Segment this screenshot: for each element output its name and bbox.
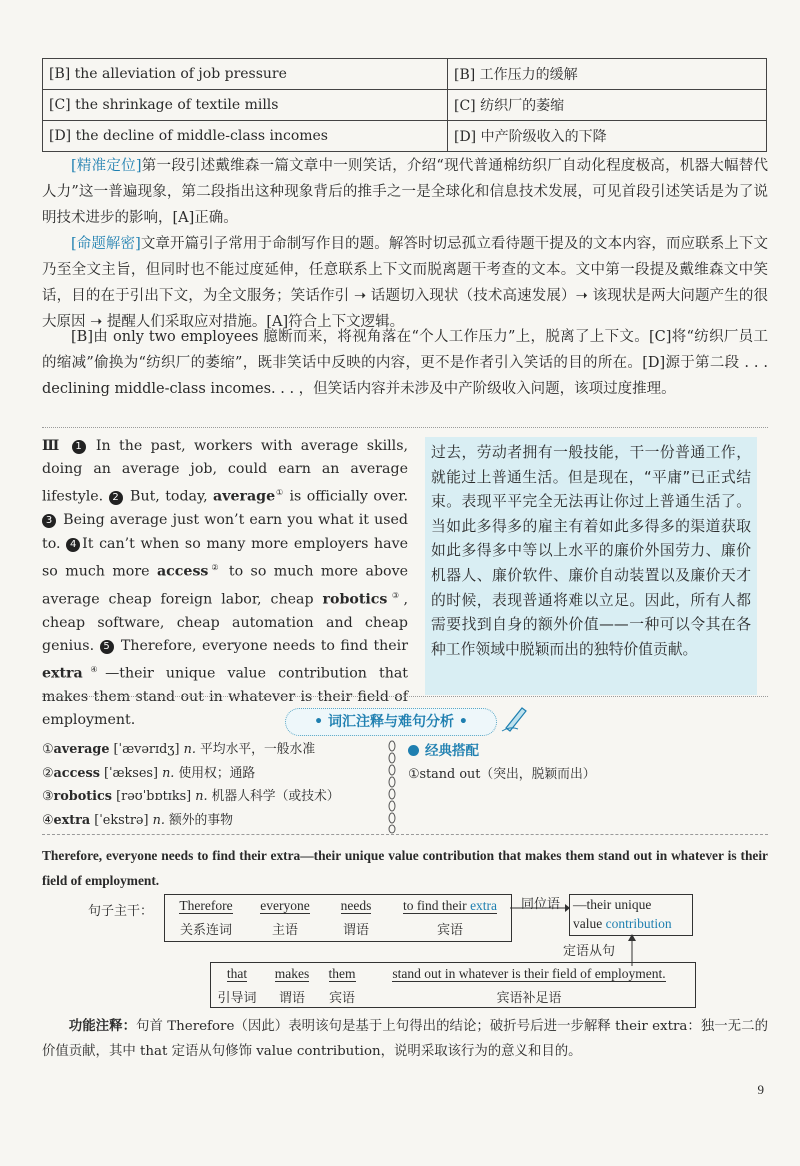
sentence-number: 3 (42, 514, 56, 528)
appositive-label: 同位语 (521, 897, 561, 912)
divider (42, 427, 768, 428)
role-label: 谓语 (278, 991, 305, 1006)
role-label: 谓语 (342, 923, 369, 938)
appositive-text (573, 895, 672, 933)
list-item (42, 762, 382, 786)
vocab-pos: n. (183, 742, 196, 757)
word-therefore: Therefore (179, 898, 233, 913)
main-clause-label: 句子主干： (88, 904, 154, 919)
sentence-5-pre: Therefore, everyone needs to find their (120, 637, 409, 654)
word-stand-out: stand out in whatever is their field of employment. (392, 966, 666, 981)
footnote-mark: ② (208, 562, 222, 572)
attributive-clause-label: 定语从句 (563, 944, 616, 959)
vocab-word: average (53, 742, 110, 757)
precise-location-paragraph (42, 153, 768, 231)
wrong-options-paragraph: [B]由 only two employees 臆断而来，将视角落在“个人工作压力”上，脱离了上下文。[C]将“纺织厂员工的缩减”偷换为“纺织厂的萎缩”，既非笑话中反映的内容，更不是作者引入笑话的目的所在。[D]源于第二段 . . . declining middle-class incomes. . . ，但笑话内容并未涉及中产阶级收入问题，该项过度推理。 (42, 329, 768, 397)
word-everyone: everyone (260, 898, 310, 913)
table-row (43, 90, 767, 121)
sentence-number: 1 (72, 440, 86, 454)
option-c-zh: [C] 纺织厂的萎缩 (448, 90, 767, 121)
table-row (43, 121, 767, 152)
appositive-line-1: —their unique (573, 897, 652, 912)
sentence-4-pre: It can’t when so many more employers have so much more (42, 535, 408, 580)
collocation-title: 经典搭配 (425, 743, 479, 759)
collocation-block (408, 740, 708, 786)
vocab-definition: 机器人科学（或技术） (207, 789, 340, 804)
sentence-5-post: —their unique value contribution that makes them stand out in whatever is their field of employment. (42, 665, 408, 729)
paragraph-mark: Ⅲ (42, 438, 64, 454)
vocab-definition: 额外的事物 (164, 812, 233, 828)
list-item (42, 738, 382, 762)
sentence-2-post: is officially over. (284, 489, 409, 506)
word-makes: makes (274, 966, 310, 981)
sentence-number: 5 (100, 640, 114, 654)
vocab-index: ④ (42, 812, 54, 828)
sentence-4-mid: to so much more above average cheap foreign labor, cheap (42, 563, 408, 608)
vocab-word-average: average (213, 489, 276, 506)
vocab-index: ② (42, 765, 54, 781)
vocab-word: access (53, 765, 100, 781)
divider (42, 834, 768, 835)
sentence-1: In the past, workers with average skills, doing an average job, could earn an average lifestyle. (42, 438, 409, 506)
divider (42, 696, 768, 697)
options-table (42, 58, 767, 152)
vocab-definition: 平均水平，一般水准 (195, 742, 316, 757)
role-label: 引导词 (217, 991, 257, 1006)
sentence-number: 4 (66, 538, 80, 552)
role-label: 关系连词 (179, 923, 232, 938)
vocab-index: ③ (42, 789, 54, 804)
vocab-word-access: access (156, 563, 209, 580)
precise-location-label: [精准定位] (71, 158, 142, 174)
list-item (42, 785, 382, 809)
vocab-pos: n. (195, 789, 208, 804)
vocab-list (42, 738, 382, 832)
sentence-2-pre: But, today, (130, 489, 214, 506)
passage-english (42, 435, 408, 732)
vocab-pos: n. (162, 765, 175, 781)
word-to-find: to find their (402, 898, 471, 913)
vocab-pronunciation: [ˈekstrə] (90, 812, 153, 828)
vocab-word: extra (53, 812, 91, 828)
passage-translation: 过去，劳动者拥有一般技能，干一份普通工作，就能过上普通生活。但是现在，“平庸”已正式结束。表现平平完全无法再让你过上普通生活了。当如此多得多的雇主有着如此多得多的渠道获取如此多得多中等以上水平的廉价外国劳力、廉价机器人、廉价软件、廉价自动装置以及廉价天才的时候，表现普通将难以立足。因此，所有人都需要找到自身的额外价值——一种可以令其在各种工作领域中脱颖而出的独特价值贡献。 (425, 437, 757, 695)
vocab-pronunciation: [ˈævərɪdʒ] (109, 742, 184, 757)
sentence-number: 2 (109, 491, 123, 505)
list-item (42, 809, 382, 833)
difficult-sentence: Therefore, everyone needs to find their extra—their unique value contribution that makes them stand out in whatever is their field of employment. (42, 848, 768, 888)
vocab-pronunciation: [ˈækses] (99, 765, 163, 781)
word-that: that (226, 966, 248, 981)
chain-divider-icon (384, 740, 400, 834)
option-b-zh: [B] 工作压力的缓解 (448, 59, 767, 90)
collocation-item: ①stand out（突出，脱颖而出） (408, 767, 596, 782)
bullet-icon (408, 745, 419, 756)
word-them: them (328, 966, 356, 981)
role-label: 宾语 (328, 991, 355, 1006)
decode-paragraph (42, 231, 768, 335)
role-label: 主语 (271, 923, 298, 938)
appositive-line-2: value (573, 916, 606, 931)
role-label: 宾语补足语 (496, 991, 562, 1006)
decode-text: 文章开篇引子常用于命制写作目的题。解答时切忌孤立看待题干提及的文本内容，而应联系上下文乃至全文主旨，但同时也不能过度延伸，任意联系上下文而脱离题干考查的文本。文中第一段提及戴维森文中笑话，目的在于引出下文，为全文服务；笑话作引 ➝ 话题切入现状（技术高速发展）➝ 该现状是两大问题产生的很大原因 ➝ 提醒人们采取应对措施。[A]符合上下文逻辑。 (42, 236, 768, 330)
function-note (42, 1014, 768, 1064)
pen-icon (500, 704, 530, 732)
vocab-word-robotics: robotics (322, 591, 388, 608)
vocab-pos: n. (152, 812, 165, 828)
table-row (43, 59, 767, 90)
vocab-pronunciation: [rəʊˈbɒtɪks] (112, 789, 196, 804)
vocab-index: ① (42, 742, 54, 757)
footnote-mark: ① (275, 488, 285, 498)
precise-location-text: 第一段引述戴维森一篇文章中一则笑话，介绍“现代普通棉纺织厂自动化程度极高，机器大幅替代人力”这一普遍现象，第二段指出这种现象背后的推手之一是全球化和信息技术发展，可见首段引述笑话是为了说明技术进步的影响，[A]正确。 (42, 158, 768, 226)
word-needs: needs (340, 898, 372, 913)
word-extra: extra (470, 898, 498, 913)
option-c-en: [C] the shrinkage of textile mills (43, 90, 448, 121)
vocab-word-extra: extra (42, 665, 83, 682)
role-label: 宾语 (436, 923, 463, 938)
footnote-mark: ④ (82, 665, 106, 675)
vocab-section-title: • 词汇注释与难句分析 • (285, 708, 497, 736)
footnote-mark: ③ (387, 590, 404, 600)
function-label: 功能注释： (68, 1018, 137, 1034)
word-contribution: contribution (605, 916, 672, 931)
decode-label: [命题解密] (71, 236, 141, 252)
vocab-definition: 使用权；通路 (174, 765, 256, 781)
vocab-word: robotics (53, 789, 113, 804)
page-number: 9 (757, 1082, 764, 1097)
option-d-en: [D] the decline of middle-class incomes (43, 121, 448, 152)
option-b-en: [B] the alleviation of job pressure (43, 59, 448, 90)
sentence-4-post: , cheap software, cheap automation and cheap genius. (42, 591, 408, 654)
sentence-3: Being average just won’t earn you what it used to. (42, 512, 408, 552)
function-text: 句首 Therefore（因此）表明该句是基于上句得出的结论；破折号后进一步解释 their extra：独一无二的价值贡献，其中 that 定语从句修饰 value contribution，说明采取该行为的意义和目的。 (42, 1019, 769, 1059)
option-d-zh: [D] 中产阶级收入的下降 (448, 121, 767, 152)
